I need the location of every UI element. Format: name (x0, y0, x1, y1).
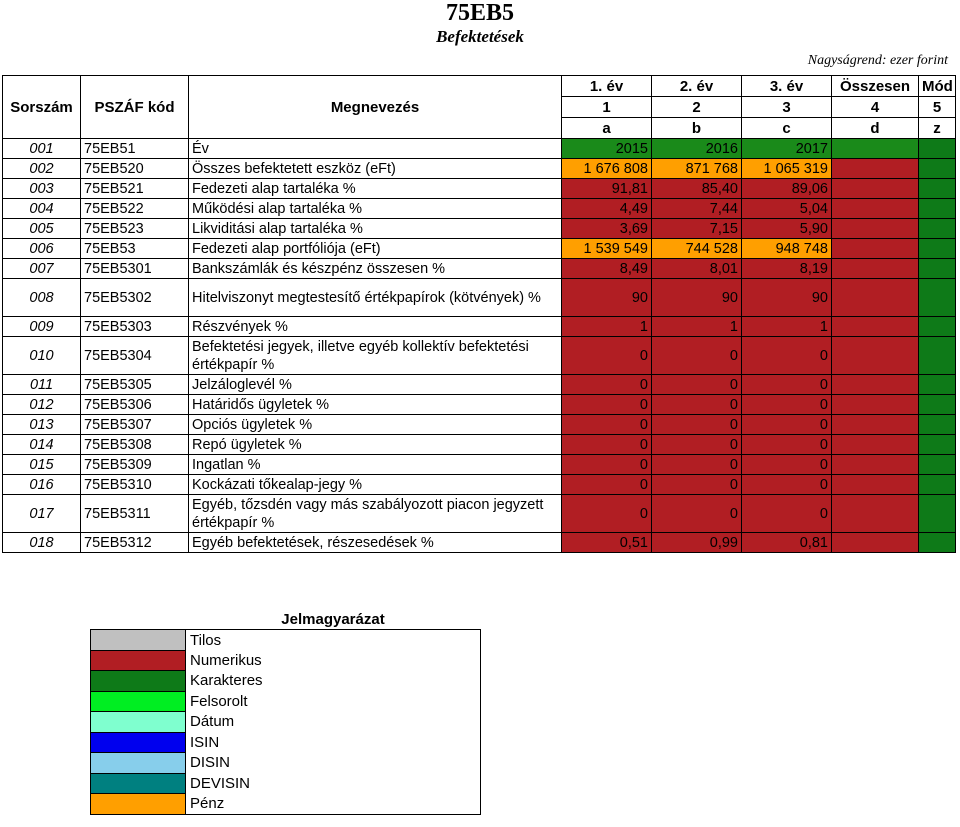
row-name: Likviditási alap tartaléka % (189, 219, 562, 239)
row-number: 014 (3, 435, 81, 455)
row-value-3: 8,19 (742, 259, 832, 279)
legend-item (91, 794, 481, 815)
legend-item (91, 732, 481, 753)
row-value-1: 0 (562, 455, 652, 475)
row-value-1: 90 (562, 279, 652, 317)
row-mode (919, 259, 956, 279)
row-code: 75EB5308 (81, 435, 189, 455)
legend-item (91, 691, 481, 712)
row-code: 75EB5307 (81, 415, 189, 435)
row-total (832, 199, 919, 219)
legend-swatch (91, 773, 186, 794)
page-subtitle: Befektetések (436, 27, 524, 46)
row-total (832, 455, 919, 475)
row-value-3: 0 (742, 455, 832, 475)
legend-label: ISIN (186, 732, 481, 753)
col-header-osszesen: Összesen (832, 76, 919, 97)
row-value-3: 0 (742, 415, 832, 435)
row-value-3: 5,90 (742, 219, 832, 239)
row-mode (919, 475, 956, 495)
row-mode (919, 279, 956, 317)
row-value-2: 0 (652, 337, 742, 375)
row-code: 75EB5310 (81, 475, 189, 495)
row-code: 75EB521 (81, 179, 189, 199)
row-number: 010 (3, 337, 81, 375)
row-code: 75EB5309 (81, 455, 189, 475)
row-value-3: 1 (742, 317, 832, 337)
row-value-2: 871 768 (652, 159, 742, 179)
row-total (832, 317, 919, 337)
col-header-ev1: 1. év (562, 76, 652, 97)
table-row (3, 533, 956, 553)
row-value-3: 0 (742, 435, 832, 455)
table-row (3, 159, 956, 179)
col-header-sorszam: Sorszám (3, 76, 81, 139)
row-value-2: 0 (652, 435, 742, 455)
row-code: 75EB53 (81, 239, 189, 259)
row-name: Egyéb befektetések, részesedések % (189, 533, 562, 553)
row-value-1: 0 (562, 375, 652, 395)
legend-label: Felsorolt (186, 691, 481, 712)
row-code: 75EB5303 (81, 317, 189, 337)
row-total (832, 337, 919, 375)
col-number-5: 5 (919, 97, 956, 118)
legend-item (91, 773, 481, 794)
row-value-3: 0,81 (742, 533, 832, 553)
row-value-3: 0 (742, 495, 832, 533)
row-code: 75EB5301 (81, 259, 189, 279)
table-row (3, 395, 956, 415)
col-number-2: 2 (652, 97, 742, 118)
row-mode (919, 395, 956, 415)
row-value-2: 0,99 (652, 533, 742, 553)
col-letter-a: a (562, 118, 652, 139)
table-row (3, 279, 956, 317)
row-name: Fedezeti alap tartaléka % (189, 179, 562, 199)
row-value-2: 0 (652, 375, 742, 395)
row-number: 007 (3, 259, 81, 279)
row-value-3: 0 (742, 395, 832, 415)
row-total (832, 495, 919, 533)
row-value-2: 0 (652, 455, 742, 475)
legend-item (91, 712, 481, 733)
row-value-1: 4,49 (562, 199, 652, 219)
legend-title: Jelmagyarázat (281, 610, 385, 628)
legend-item (91, 630, 481, 651)
col-letter-z: z (919, 118, 956, 139)
legend-label: Karakteres (186, 671, 481, 692)
legend-item (91, 650, 481, 671)
row-value-1: 0 (562, 435, 652, 455)
row-number: 005 (3, 219, 81, 239)
row-value-3: 2017 (742, 139, 832, 159)
legend-label: Pénz (186, 794, 481, 815)
row-value-3: 0 (742, 375, 832, 395)
legend-item (91, 753, 481, 774)
page-title: 75EB5 (445, 0, 514, 26)
row-total (832, 259, 919, 279)
row-value-3: 5,04 (742, 199, 832, 219)
col-number-1: 1 (562, 97, 652, 118)
row-value-2: 0 (652, 395, 742, 415)
row-mode (919, 337, 956, 375)
table-row (3, 219, 956, 239)
table-row (3, 435, 956, 455)
row-value-1: 0 (562, 395, 652, 415)
row-total (832, 159, 919, 179)
row-name: Befektetési jegyek, illetve egyéb kollektív befektetési értékpapír % (189, 337, 562, 375)
row-mode (919, 239, 956, 259)
row-number: 013 (3, 415, 81, 435)
row-mode (919, 435, 956, 455)
row-name: Kockázati tőkealap-jegy % (189, 475, 562, 495)
table-row (3, 317, 956, 337)
row-value-2: 8,01 (652, 259, 742, 279)
row-value-2: 0 (652, 475, 742, 495)
row-value-1: 1 (562, 317, 652, 337)
row-number: 006 (3, 239, 81, 259)
col-header-megnevezes: Megnevezés (189, 76, 562, 139)
row-value-2: 0 (652, 415, 742, 435)
col-header-mod: Mód (919, 76, 956, 97)
legend-swatch (91, 630, 186, 651)
row-total (832, 435, 919, 455)
legend-label: DISIN (186, 753, 481, 774)
row-value-1: 0 (562, 415, 652, 435)
legend (90, 609, 481, 815)
row-value-1: 1 539 549 (562, 239, 652, 259)
table-row (3, 139, 956, 159)
legend-swatch (91, 794, 186, 815)
row-name: Repó ügyletek % (189, 435, 562, 455)
row-code: 75EB5312 (81, 533, 189, 553)
col-header-ev2: 2. év (652, 76, 742, 97)
row-total (832, 375, 919, 395)
row-code: 75EB5305 (81, 375, 189, 395)
row-number: 015 (3, 455, 81, 475)
col-number-3: 3 (742, 97, 832, 118)
row-mode (919, 139, 956, 159)
row-mode (919, 415, 956, 435)
row-name: Jelzáloglevél % (189, 375, 562, 395)
table-row (3, 199, 956, 219)
row-mode (919, 533, 956, 553)
legend-swatch (91, 712, 186, 733)
row-value-2: 2016 (652, 139, 742, 159)
row-name: Működési alap tartaléka % (189, 199, 562, 219)
row-value-1: 0 (562, 495, 652, 533)
table-row (3, 455, 956, 475)
row-number: 002 (3, 159, 81, 179)
row-name: Bankszámlák és készpénz összesen % (189, 259, 562, 279)
row-number: 009 (3, 317, 81, 337)
row-mode (919, 455, 956, 475)
legend-swatch (91, 671, 186, 692)
row-value-2: 1 (652, 317, 742, 337)
row-value-1: 0 (562, 337, 652, 375)
row-mode (919, 317, 956, 337)
row-number: 011 (3, 375, 81, 395)
row-value-1: 0 (562, 475, 652, 495)
col-header-pszaf: PSZÁF kód (81, 76, 189, 139)
row-value-1: 0,51 (562, 533, 652, 553)
row-value-2: 7,15 (652, 219, 742, 239)
row-mode (919, 495, 956, 533)
row-value-3: 0 (742, 475, 832, 495)
row-number: 004 (3, 199, 81, 219)
col-number-4: 4 (832, 97, 919, 118)
col-letter-c: c (742, 118, 832, 139)
row-name: Év (189, 139, 562, 159)
table-row (3, 179, 956, 199)
row-code: 75EB51 (81, 139, 189, 159)
row-total (832, 533, 919, 553)
row-value-2: 0 (652, 495, 742, 533)
row-number: 003 (3, 179, 81, 199)
row-value-3: 89,06 (742, 179, 832, 199)
row-number: 012 (3, 395, 81, 415)
row-code: 75EB5302 (81, 279, 189, 317)
row-code: 75EB5306 (81, 395, 189, 415)
row-total (832, 139, 919, 159)
row-value-2: 744 528 (652, 239, 742, 259)
row-value-3: 90 (742, 279, 832, 317)
row-value-3: 1 065 319 (742, 159, 832, 179)
unit-note: Nagyságrend: ezer forint (807, 53, 948, 68)
row-value-1: 91,81 (562, 179, 652, 199)
row-total (832, 279, 919, 317)
row-number: 016 (3, 475, 81, 495)
legend-label: Dátum (186, 712, 481, 733)
row-value-2: 90 (652, 279, 742, 317)
row-value-1: 2015 (562, 139, 652, 159)
table-row (3, 259, 956, 279)
row-code: 75EB523 (81, 219, 189, 239)
table-row (3, 337, 956, 375)
row-mode (919, 179, 956, 199)
legend-label: DEVISIN (186, 773, 481, 794)
row-name: Határidős ügyletek % (189, 395, 562, 415)
row-total (832, 395, 919, 415)
row-code: 75EB5311 (81, 495, 189, 533)
row-total (832, 219, 919, 239)
row-code: 75EB5304 (81, 337, 189, 375)
row-number: 017 (3, 495, 81, 533)
row-total (832, 179, 919, 199)
col-letter-d: d (832, 118, 919, 139)
col-letter-b: b (652, 118, 742, 139)
legend-swatch (91, 691, 186, 712)
row-name: Ingatlan % (189, 455, 562, 475)
col-header-ev3: 3. év (742, 76, 832, 97)
row-value-2: 7,44 (652, 199, 742, 219)
data-table (2, 75, 956, 553)
row-name: Opciós ügyletek % (189, 415, 562, 435)
row-mode (919, 199, 956, 219)
legend-label: Numerikus (186, 650, 481, 671)
row-total (832, 239, 919, 259)
row-name: Hitelviszonyt megtestesítő értékpapírok (kötvények) % (189, 279, 562, 317)
table-row (3, 495, 956, 533)
row-value-3: 948 748 (742, 239, 832, 259)
row-name: Részvények % (189, 317, 562, 337)
table-row (3, 415, 956, 435)
row-value-3: 0 (742, 337, 832, 375)
table-row (3, 475, 956, 495)
legend-swatch (91, 732, 186, 753)
row-total (832, 475, 919, 495)
row-name: Összes befektetett eszköz (eFt) (189, 159, 562, 179)
row-mode (919, 159, 956, 179)
row-code: 75EB520 (81, 159, 189, 179)
row-number: 018 (3, 533, 81, 553)
row-mode (919, 219, 956, 239)
legend-swatch (91, 753, 186, 774)
legend-swatch (91, 650, 186, 671)
row-value-1: 1 676 808 (562, 159, 652, 179)
row-code: 75EB522 (81, 199, 189, 219)
row-value-2: 85,40 (652, 179, 742, 199)
row-value-1: 8,49 (562, 259, 652, 279)
legend-item (91, 671, 481, 692)
row-name: Egyéb, tőzsdén vagy más szabályozott piacon jegyzett értékpapír % (189, 495, 562, 533)
row-number: 001 (3, 139, 81, 159)
table-row (3, 239, 956, 259)
row-mode (919, 375, 956, 395)
row-name: Fedezeti alap portfóliója (eFt) (189, 239, 562, 259)
table-row (3, 375, 956, 395)
legend-label: Tilos (186, 630, 481, 651)
row-total (832, 415, 919, 435)
row-value-1: 3,69 (562, 219, 652, 239)
row-number: 008 (3, 279, 81, 317)
